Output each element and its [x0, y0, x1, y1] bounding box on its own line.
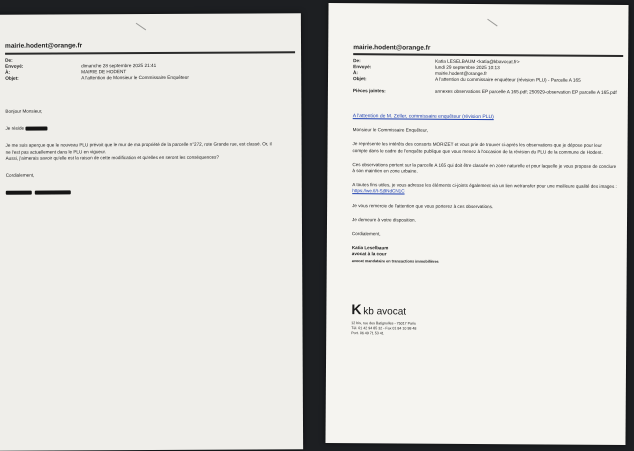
right-field-key: Objet: [352, 76, 367, 82]
right-closing: Cordialement, [351, 231, 381, 237]
logo-text: kb avocat [363, 306, 407, 318]
right-paragraph-1: Je représente les intérêts des consorts MORIZET et vous prie de trouver ci-après les observations que je dépose pour leur compte dans le cadre de l'enquête publique que vous menez à l'occasion de la révision du PLU de la commune de Hodent. [352, 141, 603, 155]
left-field-key: À: [5, 69, 11, 75]
left-closing: Cordialement, [5, 172, 35, 178]
right-paragraph-2: Ces observations portent sur la parcelle A 165 qui doit être classée en zone naturelle et pour laquelle je vous propose de conclure à son maintien en zone urbaine. [352, 161, 617, 174]
signature-title: avocat à la cour [351, 251, 387, 257]
left-paragraph-1: Je me suis aperçue que le nouveau PLU prévoit que le mur de ma propriété de la parcelle n°272, rote Grande rue, est classé. Or, il ne l'est pas actuellement dans le PLU en vigueur. [5, 141, 272, 155]
left-paragraph-2: Aussi, j'aimerais savoir qu'elle est la raison de cette modification et qu'elles en seront les conséquences? [5, 154, 219, 161]
right-field-value: lundi 29 septembre 2025 10:13 [435, 64, 500, 71]
signature-subtitle: avocat mandataire en transactions immobilières [351, 258, 439, 264]
left-email-header [5, 56, 295, 88]
signature-name: Katia Leselbaum [351, 245, 389, 251]
right-field-key: Pièces jointes: [352, 88, 386, 94]
right-sender-address: mairie.hodent@orange.fr [353, 44, 431, 52]
redaction-bar [6, 191, 32, 195]
left-residence-label: Je réside [5, 125, 25, 131]
left-field-value: dimanche 28 septembre 2025 21:41 [81, 62, 157, 69]
right-paragraph-5: Je demeure à votre disposition. [352, 216, 416, 223]
office-address: 12 bis, rue des Batignolles - 75017 Paris [351, 321, 416, 326]
redaction-bar [35, 190, 71, 194]
paper-crease [136, 23, 146, 31]
left-document-page [0, 13, 303, 451]
right-paragraph-3: A toutes fins utiles, je vous adresse les éléments ci-joints également via un lien wetransfer pour une meilleure qualité des images : [352, 182, 617, 190]
logo-mark-icon: K [351, 301, 361, 318]
left-header-rule [5, 51, 295, 55]
right-email-body [352, 113, 618, 266]
office-mobile: Port. 06 49 71 53 41 [351, 331, 384, 336]
right-field-key: De: [353, 58, 361, 64]
right-field-value: mairie.hodent@orange.fr [435, 70, 487, 77]
left-field-key: Envoyé: [5, 63, 24, 69]
redaction-bar [25, 127, 47, 131]
right-field-value: A l'attention du commissaire enquêteur (révision PLU) - Parcelle A 165 [434, 76, 581, 83]
right-subject-line: A l'attention de M. Zeller, commissaire enquêteur (révision PLU) [352, 113, 494, 121]
left-field-value: MAIRIE DE HODENT [81, 69, 127, 75]
right-paragraph-4: Je vous remercie de l'attention que vous porterez à ces observations. [352, 202, 494, 209]
wetransfer-link[interactable]: https://we.tl/t-Sj9NdCN1C [352, 188, 405, 194]
left-field-key: De: [5, 57, 13, 63]
right-salutation: Monsieur le Commissaire Enquêteur, [352, 127, 428, 133]
left-sender-address: mairie.hodent@orange.fr [5, 42, 83, 50]
right-document-page [325, 3, 628, 445]
right-field-key: À: [353, 70, 359, 76]
left-field-value: A l'attention de Monsieur le Commissaire Enquêteur [81, 74, 189, 81]
left-field-key: Objet: [5, 75, 19, 81]
right-header-rule [353, 53, 623, 57]
right-field-value: Katia LESELBAUM <katia@kbavocat.fr> [435, 58, 520, 65]
left-greeting: Bonjour Monsieur, [5, 108, 43, 114]
right-email-header [353, 58, 623, 104]
office-phone: Tél. 01 42 94 85 32 - Fax 01 84 10 98 48 [351, 326, 417, 331]
right-field-key: Envoyé: [353, 64, 372, 70]
left-email-body [5, 107, 275, 196]
kb-avocat-logo [351, 301, 406, 317]
paper-crease [487, 19, 497, 27]
right-field-value: annexes observations EP parcelle A 165.pdf; 250929-observation EP parcelle A 165.pdf [434, 88, 617, 95]
